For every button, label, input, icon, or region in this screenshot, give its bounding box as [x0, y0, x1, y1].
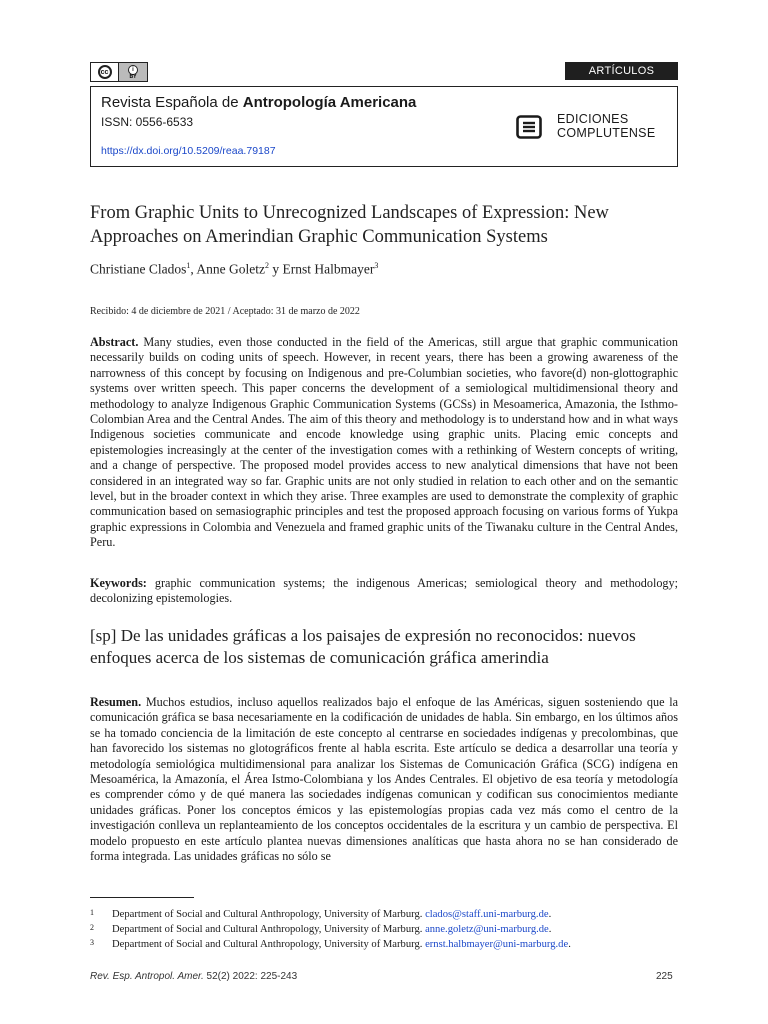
- resumen-paragraph: Resumen. Muchos estudios, incluso aquellos realizados bajo el enfoque de las Américas, siguen sosteniendo que la comunicación gráfica se basa necesariamente en la codificación de unidades de habla. Sin embargo, en los últimos años se ha tomado conciencia de la limitación de este concepto al centrarse en sociedades indígenas y precolombinas, que han favorecido los sistemas no glotográficos frente al habla escrita. Este artículo se dedica a desarrollar una teoría y metodología semiológica multidimensional para analizar los Sistemas de Comunicación Gráfica (SCG) indígena en Mesoamérica, la Amazonía, el Área Istmo-Colombiana y los Andes Centrales. El objetivo de esa teoría y metodología es comprender cómo y de qué manera las sociedades indígenas comunican y codifican sus conocimientos mediante unidades gráficas. Poner los conceptos émicos y las epistemologías propias cada vez más como el centro de la investigación conlleva un replanteamiento de los conceptos occidentales de la escritura y un cambio de perspectiva. El modelo propuesto en este artículo plantea nuevas dimensiones analíticas que hasta ahora no se han considerado de forma integrada. Las unidades gráficas no sólo se: [90, 695, 678, 864]
- cc-by-license-badge[interactable]: [90, 62, 148, 82]
- received-accepted-dates: Recibido: 4 de diciembre de 2021 / Aceptado: 31 de marzo de 2022: [90, 306, 360, 317]
- cc-icon: cc: [91, 63, 119, 81]
- author-name: Ernst Halbmayer: [282, 261, 375, 277]
- keywords-label: Keywords:: [90, 576, 147, 590]
- keywords-paragraph: Keywords: graphic communication systems; the indigenous Americas; semiological theory and methodology; decolonizing epistemologies.: [90, 576, 678, 606]
- resumen-label: Resumen.: [90, 695, 142, 709]
- author-footnote-mark[interactable]: 3: [374, 261, 379, 270]
- journal-issn: ISSN: 0556-6533: [101, 115, 194, 129]
- publisher-name: EDICIONES COMPLUTENSE: [557, 112, 656, 140]
- abstract-paragraph: Abstract. Many studies, even those conducted in the field of the Americas, still argue that graphic communication necessarily builds on coding units of speech. However, in recent years, there has been a growing awareness of the narrowness of this concept by focusing on Indigenous and pre-Columbian societies, who favore(d) non-glottographic systems over written speech. This paper concerns the development of a semiological multidimensional theory and methodology to analyze Indigenous Graphic Communication Systems (GCSs) in Mesoamerica, Amazonia, the Isthmo-Colombian Area and the Central Andes. The aim of this theory and methodology is to understand how and in what ways Indigenous societies communicate and encode knowledge using graphic units. Placing emic concepts and epistemologies increasingly at the center of the investigation comes with a rethinking of Western concepts of writing, and a change of perspective. The proposed model provides access to new analytical dimensions that have not been considered in an integrated way so far. Graphic units are not only studied in relation to each other and on the semantic level, but in the broader context in which they arise. Three examples are used to demonstrate the complexity of graphic communication based on semasiographic principles and test the proposed approach focusing on various forms of Yukpa graphic expressions in Colombia and Venezuela and framed graphic units of the Tiwanaku culture in the Central Andes, Peru.: [90, 335, 678, 550]
- doi-link[interactable]: https://dx.doi.org/10.5209/reaa.79187: [101, 145, 276, 157]
- email-link[interactable]: clados@staff.uni-marburg.de: [425, 909, 549, 920]
- email-link[interactable]: ernst.halbmayer@uni-marburg.de: [425, 939, 569, 950]
- author-list: Christiane Clados$^1$, Anne Goletz$^2$ y Ernst Halbmayer$^3$: [90, 261, 379, 277]
- footnote-divider: [90, 897, 194, 898]
- page-number: 225: [656, 971, 673, 982]
- author-footnote-mark[interactable]: 1: [186, 261, 191, 270]
- email-link[interactable]: anne.goletz@uni-marburg.de: [425, 924, 549, 935]
- abstract-label: Abstract.: [90, 335, 139, 349]
- journal-name: Revista Española de Antropología Americana: [101, 94, 417, 111]
- author-footnote-mark[interactable]: 2: [265, 261, 269, 270]
- section-tag: ARTÍCULOS: [565, 62, 678, 80]
- footnote-item: 3 Department of Social and Cultural Anthropology, University of Marburg. ernst.halbmayer@uni-marburg.de.: [90, 938, 571, 950]
- footnote-item: 1 Department of Social and Cultural Anthropology, University of Marburg. clados@staff.uni-marburg.de.: [90, 908, 552, 920]
- journal-header-box: [90, 86, 678, 167]
- author-name: Anne Goletz: [196, 261, 265, 277]
- footnote-item: 2 Department of Social and Cultural Anthropology, University of Marburg. anne.goletz@uni-marburg.de.: [90, 923, 552, 935]
- article-title: From Graphic Units to Unrecognized Landscapes of Expression: New Approaches on Amerindian Graphic Communication Systems: [90, 203, 609, 247]
- spanish-title: [sp] De las unidades gráficas a los paisajes de expresión no reconocidos: nuevos enfoques acerca de los sistemas de comunicación gráfica amerindia: [90, 626, 636, 667]
- author-name: Christiane Clados: [90, 261, 187, 277]
- person-icon: i: [128, 65, 138, 75]
- ediciones-complutense-logo-icon: [516, 115, 542, 139]
- running-footer: Rev. Esp. Antropol. Amer. 52(2) 2022: 225-243: [90, 971, 298, 982]
- by-icon: i BY: [129, 66, 137, 80]
